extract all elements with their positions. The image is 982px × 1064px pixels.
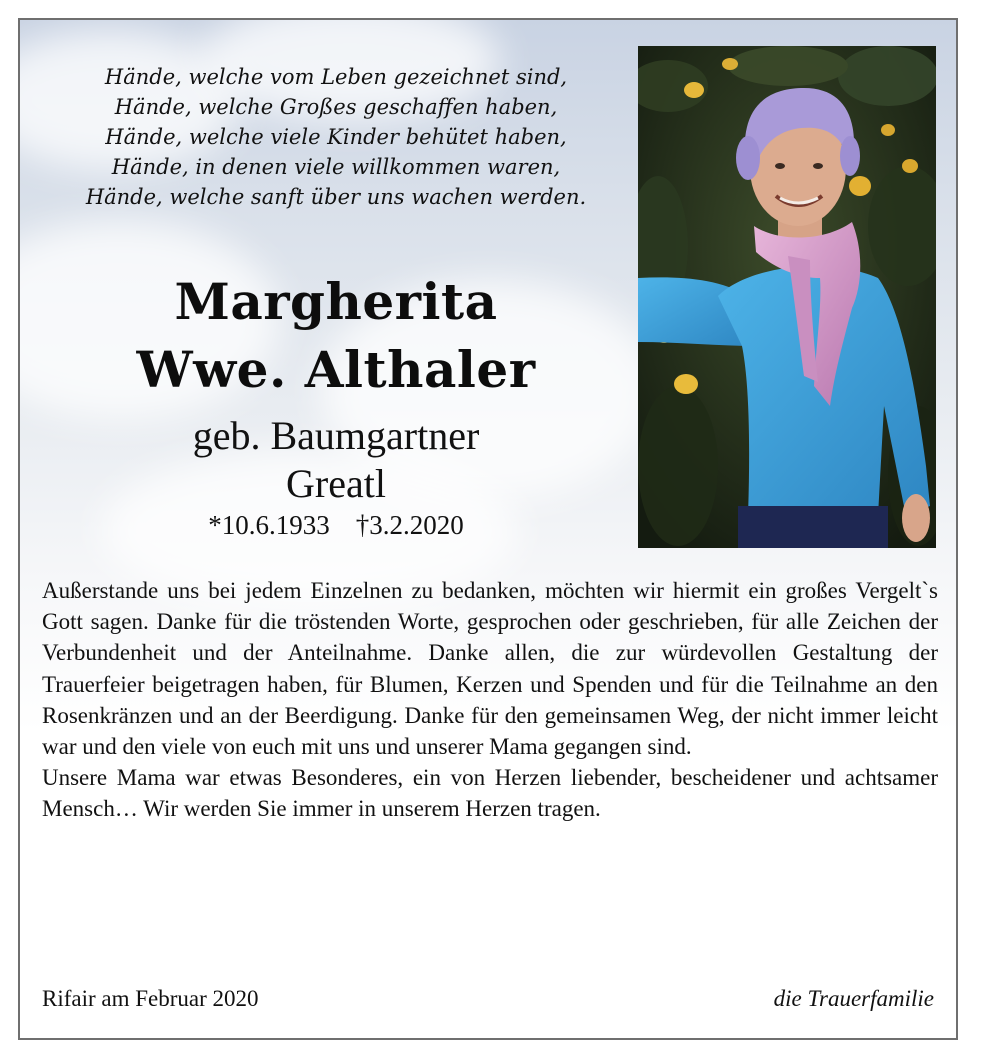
poem-line: Hände, welche viele Kinder behütet haben, xyxy=(105,125,567,149)
acknowledgement-paragraph: Außerstande uns bei jedem Einzelnen zu bedanken, möchten wir hiermit ein großes Vergelt`s Gott sagen. Danke für die tröstenden Worte, gesprochen oder geschrieben, für alle Zeichen der Verbundenheit und der Anteilnahme. Danke allen, die zur würdevollen Gestaltung der Trauerfeier beigetragen haben, für Blumen, Kerzen und Spenden und für die Teilnahme an den Rosenkränzen und an der Beerdigung. Danke für den gemeinsamen Weg, der nicht immer leicht war und den viele von euch mit uns und unserer Mama gegangen sind. xyxy=(42,578,938,760)
place-date: Rifair am Februar 2020 xyxy=(42,986,259,1011)
life-dates xyxy=(46,510,626,541)
poem-line: Hände, welche sanft über uns wachen werden. xyxy=(85,185,587,209)
deceased-surname: Wwe. Althaler xyxy=(136,340,536,399)
acknowledgement-paragraph: Unsere Mama war etwas Besonderes, ein von Herzen liebender, bescheidener und achtsamer Mensch… Wir werden Sie immer in unserem Herzen tragen. xyxy=(42,765,938,822)
death-date: †3.2.2020 xyxy=(355,510,464,540)
portrait-illustration xyxy=(638,46,936,548)
poem-line: Hände, welche Großes geschaffen haben, xyxy=(114,95,558,119)
signature: die Trauerfamilie xyxy=(773,986,934,1011)
poem-line: Hände, in denen viele willkommen waren, xyxy=(111,155,561,179)
memorial-poem xyxy=(46,62,626,212)
deceased-nickname: Greatl xyxy=(286,461,386,506)
portrait-photo xyxy=(638,46,936,548)
obituary-card xyxy=(18,18,958,1040)
acknowledgement-text xyxy=(42,575,938,825)
birth-date: *10.6.1933 xyxy=(208,510,330,540)
deceased-birth-name: geb. Baumgartner xyxy=(192,413,480,458)
poem-line: Hände, welche vom Leben gezeichnet sind, xyxy=(104,65,568,89)
deceased-first-name: Margherita xyxy=(174,272,498,331)
